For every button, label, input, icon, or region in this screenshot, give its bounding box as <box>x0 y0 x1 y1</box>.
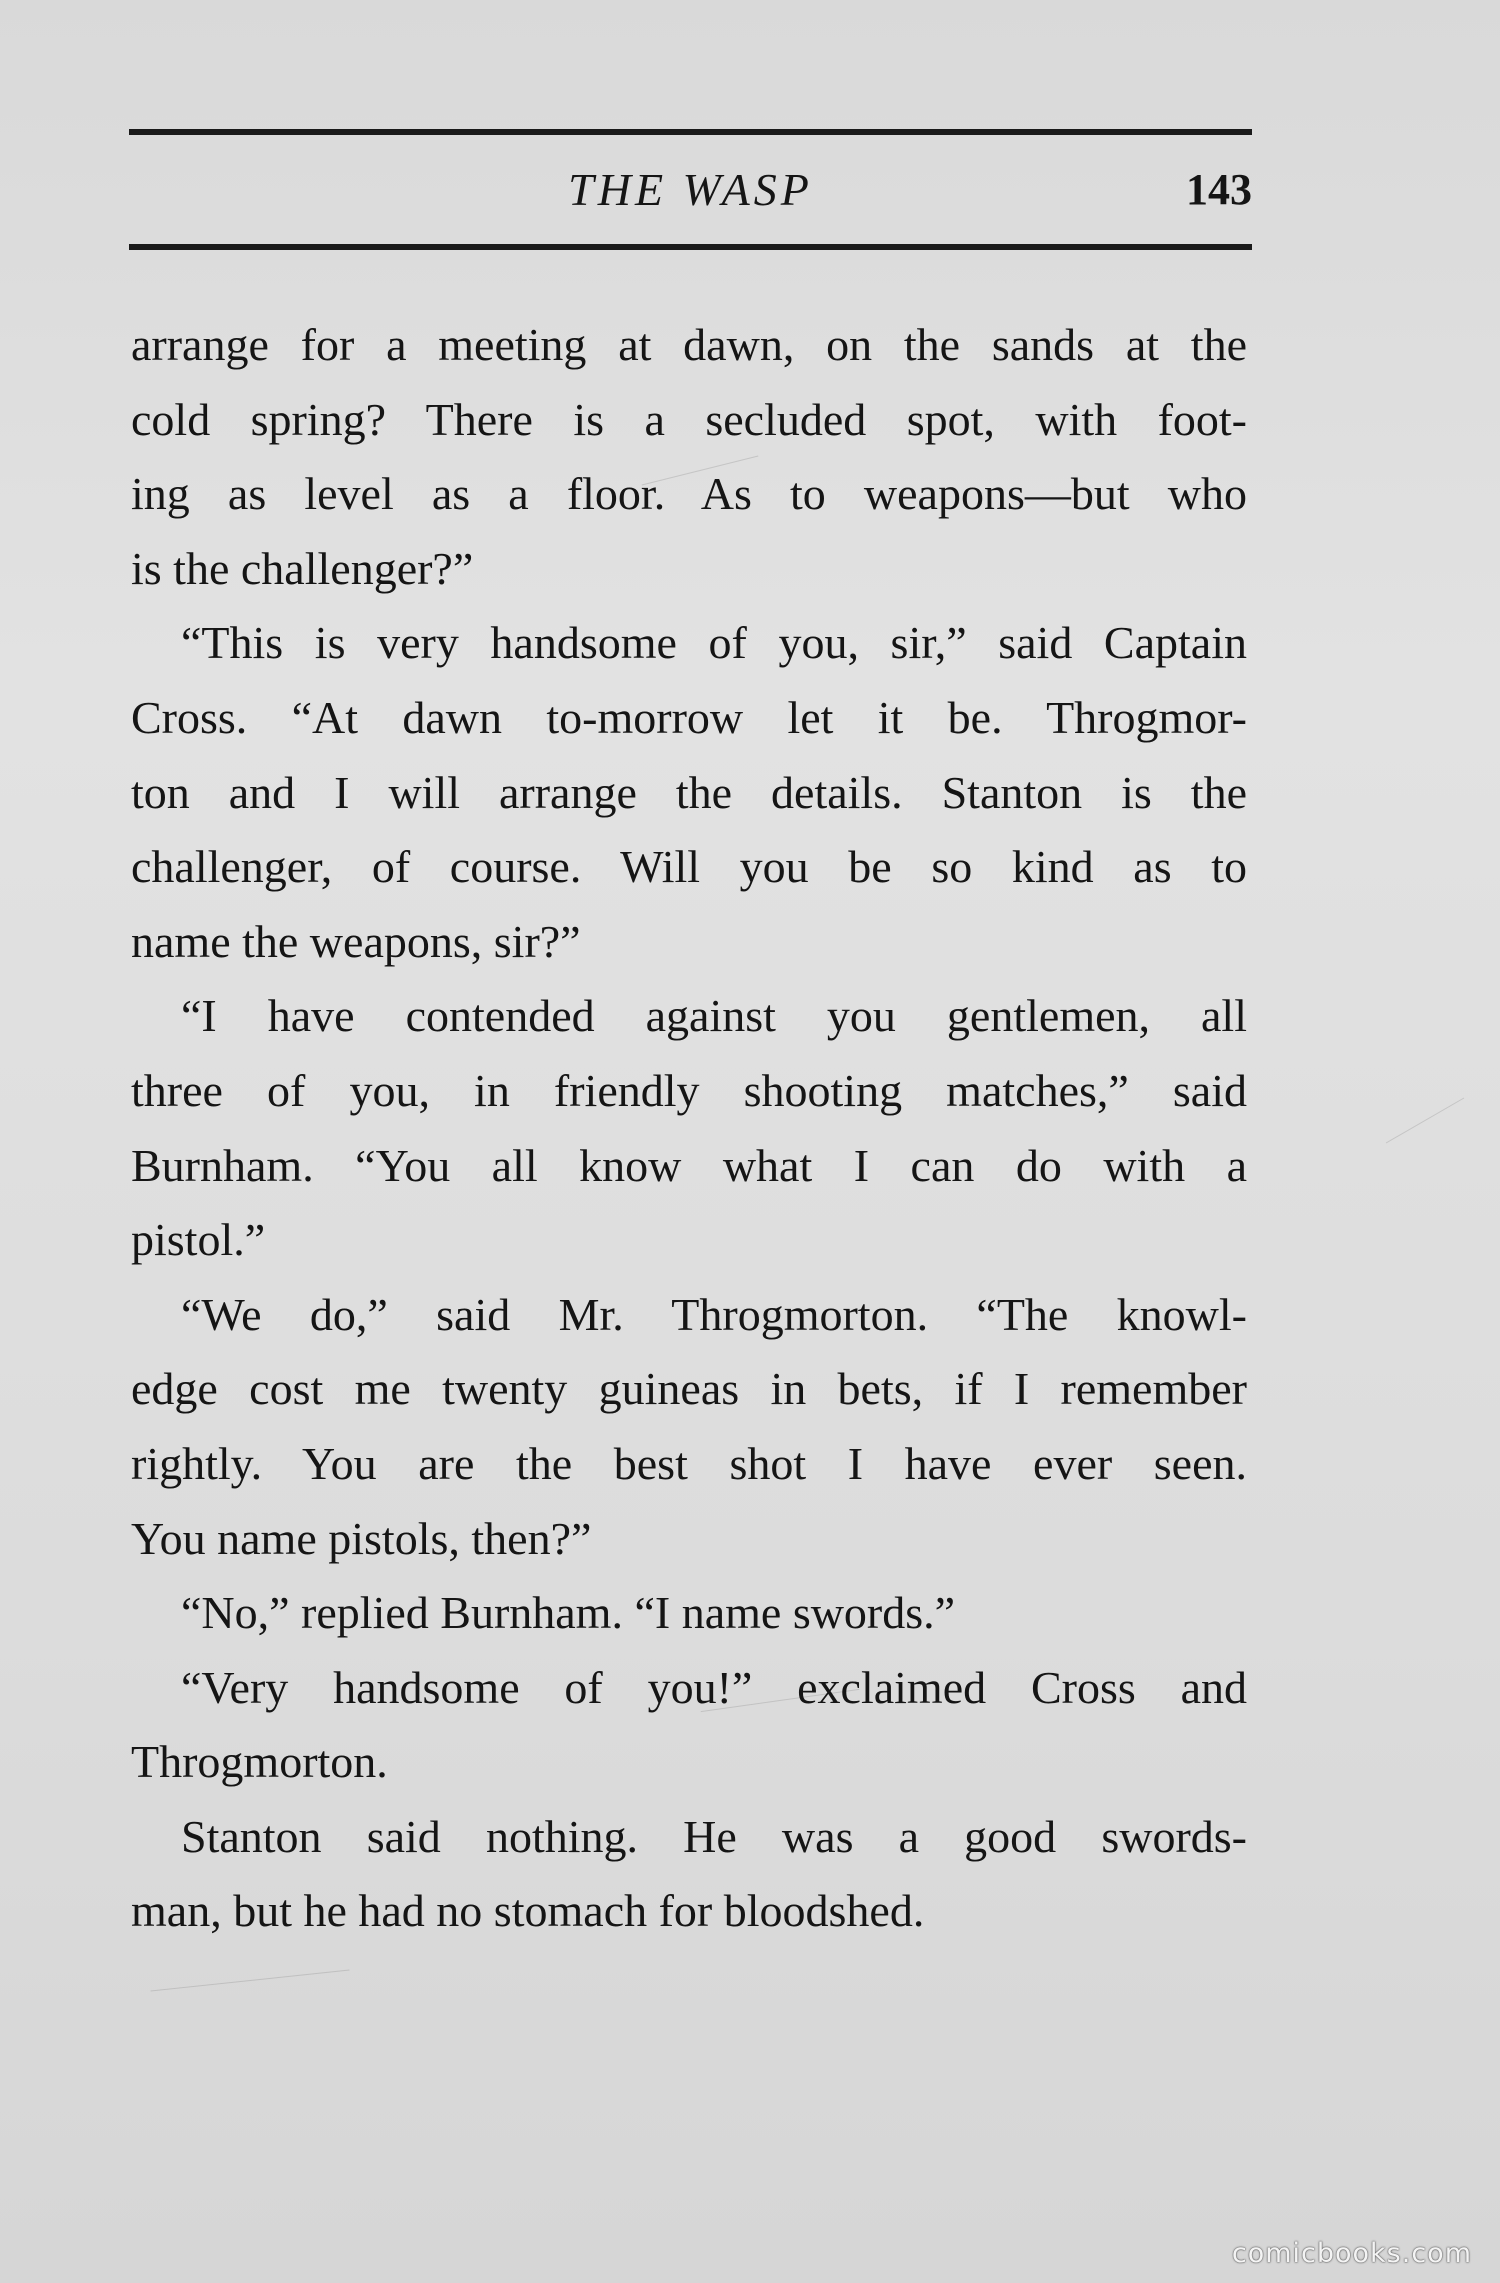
text-line: Cross. “At dawn to-morrow let it be. Throgmor- <box>131 691 1247 743</box>
text-line: Burnham. “You all know what I can do with a <box>131 1139 1247 1191</box>
running-header <box>129 158 1252 222</box>
text-line: ton and I will arrange the details. Stanton is the <box>131 766 1247 818</box>
page-number: 143 <box>1186 165 1252 214</box>
text-line: name the weapons, sir?” <box>131 915 581 967</box>
paper-scratch <box>1386 1098 1464 1144</box>
text-line: three of you, in friendly shooting matches,” said <box>131 1064 1247 1116</box>
text-line: is the challenger?” <box>131 542 474 594</box>
text-line: challenger, of course. Will you be so kind as to <box>131 841 1247 893</box>
text-line: You name pistols, then?” <box>131 1512 592 1564</box>
text-line: edge cost me twenty guineas in bets, if I remember <box>131 1363 1247 1415</box>
paper-scratch <box>150 1970 349 1992</box>
text-line: cold spring? There is a secluded spot, with foot- <box>131 393 1247 445</box>
text-line: rightly. You are the best shot I have ever seen. <box>131 1437 1247 1489</box>
text-line: pistol.” <box>131 1214 266 1266</box>
text-line: ing as level as a floor. As to weapons—but who <box>131 468 1247 520</box>
body-text <box>131 308 1247 1949</box>
watermark-logo: comicbooks.com <box>1231 2238 1472 2269</box>
text-line: Throgmorton. <box>131 1736 388 1788</box>
text-line: man, but he had no stomach for bloodshed. <box>131 1885 925 1937</box>
text-line: Stanton said nothing. He was a good swords- <box>181 1810 1247 1862</box>
header-bottom-rule <box>129 244 1252 250</box>
header-top-rule <box>129 129 1252 135</box>
text-line: “We do,” said Mr. Throgmorton. “The knowl- <box>181 1288 1247 1340</box>
text-line: “Very handsome of you!” exclaimed Cross and <box>181 1661 1247 1713</box>
text-line: “This is very handsome of you, sir,” said Captain <box>181 617 1247 669</box>
running-title: THE WASP <box>568 164 813 215</box>
text-line: arrange for a meeting at dawn, on the sands at the <box>131 319 1247 370</box>
text-line: “I have contended against you gentlemen, all <box>181 990 1247 1042</box>
text-line: “No,” replied Burnham. “I name swords.” <box>181 1587 956 1639</box>
